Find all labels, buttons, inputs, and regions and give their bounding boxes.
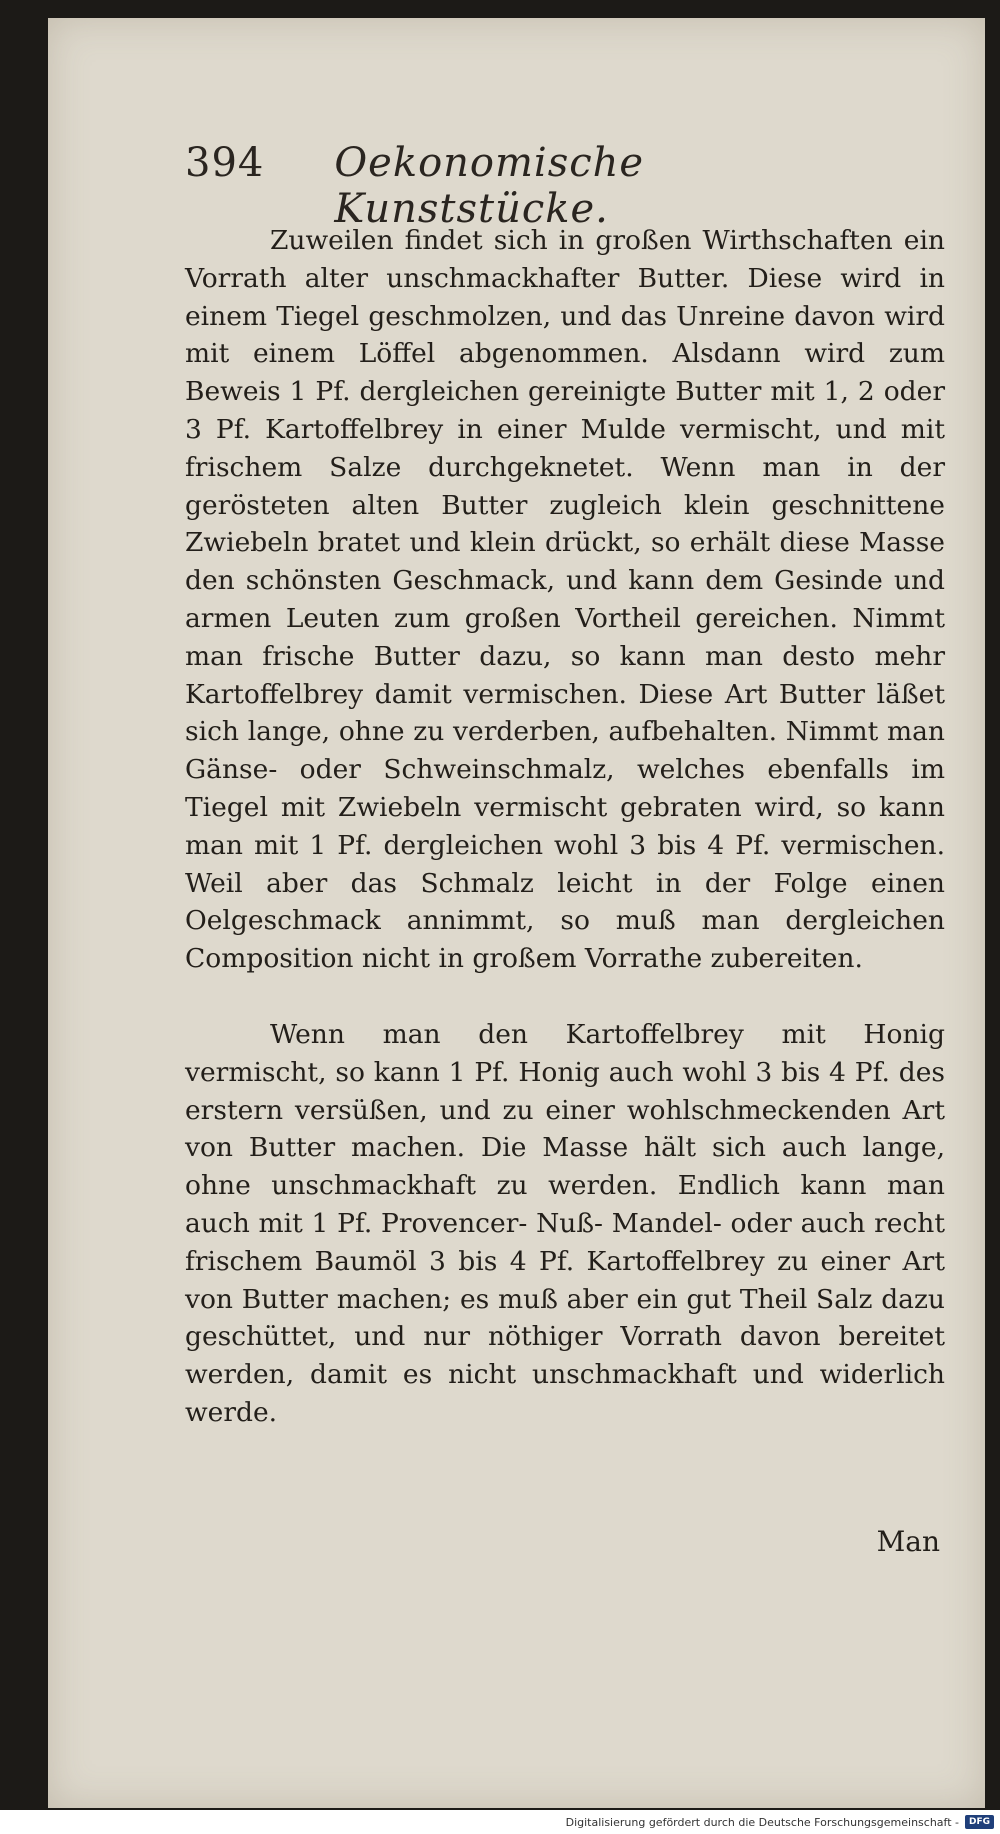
body-text — [185, 222, 945, 1432]
digitization-footer — [0, 1810, 1000, 1834]
dfg-logo-icon: DFG — [965, 1815, 994, 1829]
paragraph-2: Wenn man den Kartoffelbrey mit Honig vermischt, so kann 1 Pf. Honig auch wohl 3 bis 4 Pf. des erstern versüßen, und zu einer wohlschmeckenden Art von Butter machen. Die Masse hält sich auch lange, ohne unschmackhaft zu werden. Endlich kann man auch mit 1 Pf. Provencer- Nuß- Mandel- oder auch recht frischem Baumöl 3 bis 4 Pf. Kartoffelbrey zu einer Art von Butter machen; es muß aber ein gut Theil Salz dazu geschüttet, und nur nöthiger Vorrath davon bereitet werden, damit es nicht unschmackhaft und widerlich werde. — [185, 1018, 945, 1428]
catchword: Man — [876, 1525, 940, 1558]
page-header — [185, 140, 825, 232]
paragraph-1: Zuweilen findet sich in großen Wirthschaften ein Vorrath alter unschmackhafter Butter. Diese wird in einem Tiegel geschmolzen, und das Unreine davon wird mit einem Löffel abgenommen. Alsdann wird zum Beweis 1 Pf. dergleichen gereinigte Butter mit 1, 2 oder 3 Pf. Kartoffelbrey in einer Mulde vermischt, und mit frischem Salze durchgeknetet. Wenn man in der gerösteten alten Butter zugleich klein geschnittene Zwiebeln bratet und klein drückt, so erhält diese Masse den schönsten Geschmack, und kann dem Gesinde und armen Leuten zum großen Vortheil gereichen. Nimmt man frische Butter dazu, so kann man desto mehr Kartoffelbrey damit vermischen. Diese Art Butter läßet sich lange, ohne zu verderben, aufbehalten. Nimmt man Gänse- oder Schweinschmalz, welches ebenfalls im Tiegel mit Zwiebeln vermischt gebraten wird, so kann man mit 1 Pf. dergleichen wohl 3 bis 4 Pf. vermischen. Weil aber das Schmalz leicht in der Folge einen Oelgeschmack annimmt, so muß man dergleichen Composition nicht in großem Vorrathe zubereiten. — [185, 225, 945, 975]
page-number: 394 — [185, 140, 265, 186]
footer-credit: Digitalisierung gefördert durch die Deutsche Forschungsgemeinschaft - — [565, 1815, 959, 1829]
running-title: Oekonomische Kunststücke. — [334, 140, 645, 232]
